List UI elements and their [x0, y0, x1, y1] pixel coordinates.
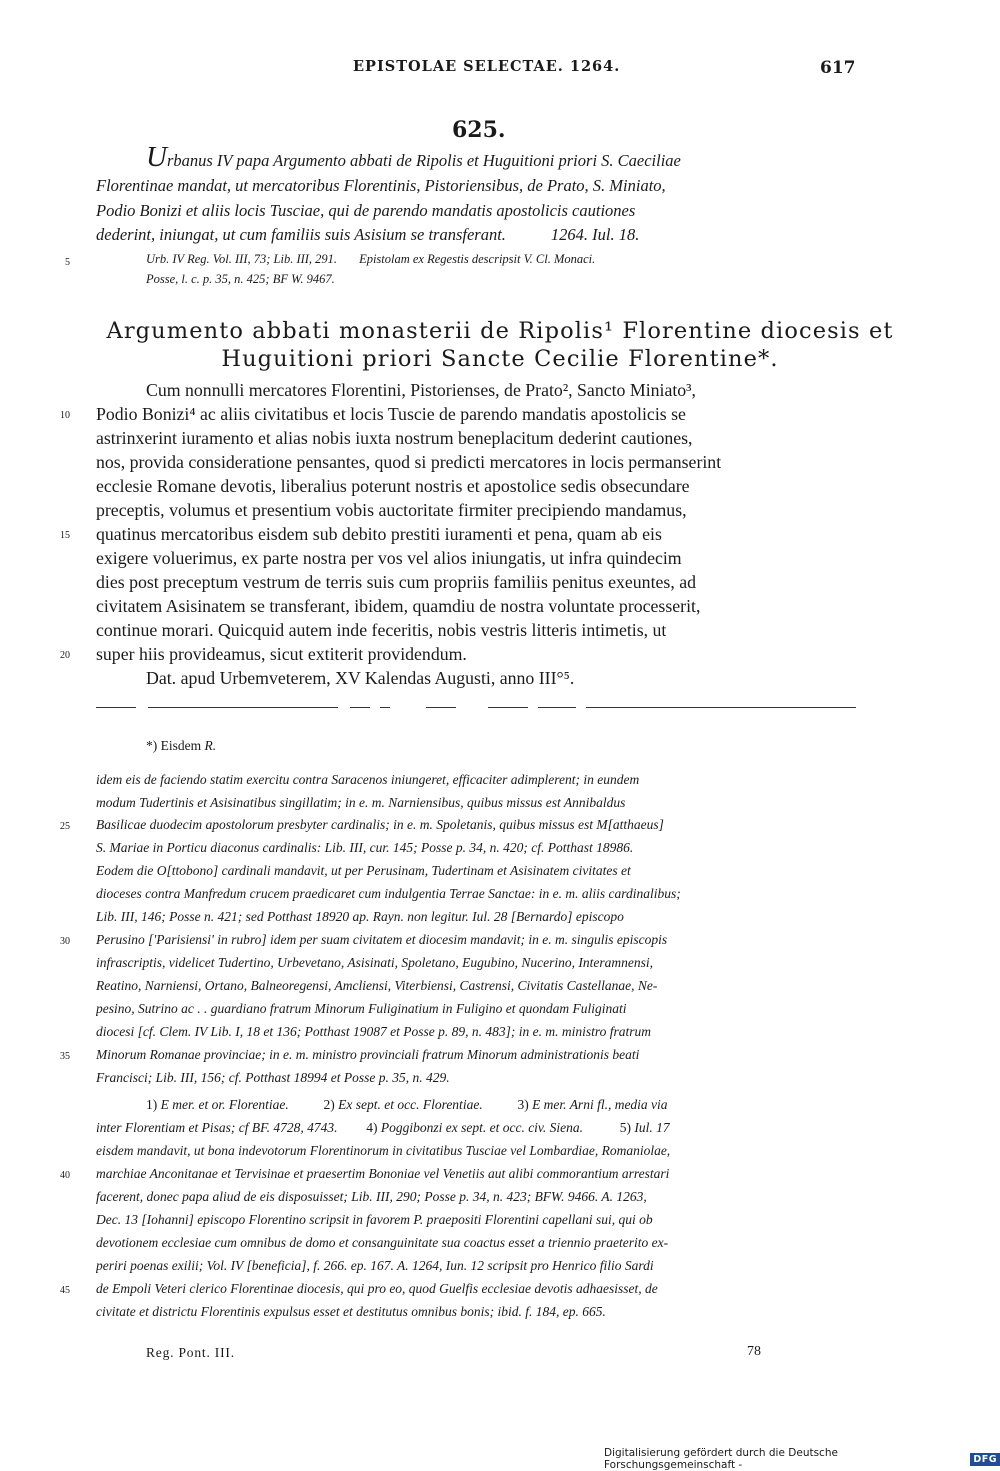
- digitization-notice: Digitalisierung gefördert durch die Deutsche Forschungsgemeinschaft - DFG: [604, 1451, 1000, 1467]
- footnote-cont-line-14: Francisci; Lib. III, 156; cf. Potthast 18994 et Posse p. 35, n. 429.: [96, 1070, 450, 1085]
- body-line-12: super hiis provideamus, sicut extiterit providendum.: [96, 644, 467, 664]
- body-line-3: astrinxerint iuramento et alias nobis iuxta nostrum beneplacitum dederint cautiones,: [96, 428, 693, 448]
- line-number: 40: [60, 1170, 70, 1181]
- numbered-notes-line-9: de Empoli Veteri clerico Florentinae diocesis, qui pro eo, quod Guelfis ecclesiae devotis adhaesisset, de: [96, 1281, 658, 1296]
- footnote-cont-line-5: Eodem die O[ttobono] cardinali mandavit, ut per Perusinam, Tudertinam et Asisinatem civitates et: [96, 863, 631, 878]
- numbered-notes-line-5: facerent, donec papa aliud de eis disposuisset; Lib. III, 290; Posse p. 34, n. 423; BFW. 9466. A. 1263,: [96, 1189, 647, 1204]
- summary-line-4: dederint, iniungat, ut cum familiis suis Asisium se transferant. 1264. Iul. 18.: [96, 225, 640, 244]
- numbered-notes-line-7: devotionem ecclesiae cum omnibus de domo et consanguinitate sua coactus esset a triennio praeterito ex-: [96, 1235, 669, 1250]
- footnote-cont-line-9: infrascriptis, videlicet Tudertino, Urbevetano, Asisinati, Spoletano, Eugubino, Nucerino, Interamnensi,: [96, 955, 653, 970]
- source-line-1: Urb. IV Reg. Vol. III, 73; Lib. III, 291. Epistolam ex Regestis descripsit V. Cl. Monaci.: [146, 252, 596, 266]
- dating-clause: Dat. apud Urbemveterem, XV Kalendas Augusti, anno III°⁵.: [146, 668, 575, 688]
- source-line-2: Posse, l. c. p. 35, n. 425; BF W. 9467.: [146, 272, 335, 286]
- footnote-cont-line-7: Lib. III, 146; Posse n. 421; sed Potthast 18920 ap. Rayn. non legitur. Iul. 28 [Bernardo] episcopo: [96, 909, 624, 924]
- body-line-1: Cum nonnulli mercatores Florentini, Pistorienses, de Prato², Sancto Miniato³,: [146, 380, 696, 400]
- series-footer: Reg. Pont. III.: [146, 1345, 235, 1360]
- body-line-5: ecclesie Romane devotis, liberalius poterunt nostris et apostolice sedis obsecundare: [96, 476, 690, 496]
- summary-initial: U: [146, 146, 167, 172]
- footnote-cont-line-12: diocesi [cf. Clem. IV Lib. I, 18 et 136; Potthast 19087 et Posse p. 89, n. 483]; in e. m. ministro fratrum: [96, 1024, 651, 1039]
- address-line-2: Huguitioni priori Sancte Cecilie Florentine*.: [221, 346, 779, 372]
- footnote-cont-line-2: modum Tudertinis et Asisinatibus singillatim; in e. m. Narniensibus, quibus missus est Annibaldus: [96, 795, 626, 810]
- document-number: 625.: [452, 117, 506, 143]
- numbered-notes-line-10: civitate et districtu Florentinis expulsus esset et destitutus omnibus bonis; ibid. f. 184, ep. 665.: [96, 1304, 606, 1319]
- footnote-cont-line-1: idem eis de faciendo statim exercitu contra Saracenos iniungeret, efficaciter adimplerent; in eundem: [96, 772, 640, 787]
- numbered-notes-line-8: periri poenas exilii; Vol. IV [beneficia], f. 266. ep. 167. A. 1264, Iun. 12 scripsit pro Henrico filio Sardi: [96, 1258, 654, 1273]
- footnote-cont-line-4: S. Mariae in Porticu diaconus cardinalis: Lib. III, cur. 145; Posse p. 34, n. 420; cf. Potthast 18986.: [96, 840, 634, 855]
- line-number: 45: [60, 1285, 70, 1296]
- numbered-notes-line-3: eisdem mandavit, ut bona indevotorum Florentinorum in civitatibus Tusciae vel Lombardiae, Romaniolae,: [96, 1143, 671, 1158]
- line-number: 30: [60, 936, 70, 947]
- footnote-cont-line-6: dioceses contra Manfredum crucem praedicaret cum indulgentia Terrae Sanctae: in e. m. aliis cardinalibus;: [96, 886, 681, 901]
- numbered-notes-line-2: inter Florentiam et Pisas; cf BF. 4728, 4743. 4) Poggibonzi ex sept. et occ. civ. Siena. 5) Iul. 17: [96, 1120, 670, 1135]
- footnote-cont-line-11: pesino, Sutrino ac . . guardiano fratrum Minorum Fuliginatium in Fuligino et quondam Fuliginati: [96, 1001, 627, 1016]
- line-number: 20: [60, 650, 70, 661]
- footnote-cont-line-13: Minorum Romanae provinciae; in e. m. ministro provinciali fratrum Minorum administrationis beati: [96, 1047, 640, 1062]
- body-line-2: Podio Bonizi⁴ ac aliis civitatibus et locis Tuscie de parendo mandatis apostolicis se: [96, 404, 686, 424]
- summary-date: 1264. Iul. 18.: [550, 225, 640, 244]
- line-number: 5: [65, 257, 70, 268]
- summary-line-3: Podio Bonizi et aliis locis Tusciae, qui de parendo mandatis apostolicis cautiones: [96, 201, 636, 220]
- numbered-notes-line-4: marchiae Anconitanae et Tervisinae et praesertim Bononiae vel Venetiis aut alibi commorantium arrestari: [96, 1166, 670, 1181]
- dfg-logo: DFG: [970, 1453, 1000, 1466]
- textual-note: *) Eisdem R.: [146, 738, 217, 753]
- body-line-9: dies post preceptum vestrum de terris suis cum propriis familiis penitus exeuntes, ad: [96, 572, 696, 592]
- page-number: 617: [820, 58, 856, 78]
- line-number: 25: [60, 821, 70, 832]
- signature-mark: 78: [747, 1344, 761, 1359]
- line-number: 10: [60, 410, 70, 421]
- numbered-notes-line-1: 1) E mer. et or. Florentiae. 2) Ex sept. et occ. Florentiae. 3) E mer. Arni fl., media via: [146, 1097, 668, 1112]
- summary-line-2: Florentinae mandat, ut mercatoribus Florentinis, Pistoriensibus, de Prato, S. Miniato,: [96, 176, 666, 195]
- address-line-1: Argumento abbati monasterii de Ripolis¹ Florentine diocesis et: [106, 318, 894, 344]
- body-line-7: quatinus mercatoribus eisdem sub debito prestiti iuramenti et pena, quam ab eis: [96, 524, 662, 544]
- footnote-separator: [96, 707, 856, 711]
- line-number: 35: [60, 1051, 70, 1062]
- running-title: EPISTOLAE SELECTAE. 1264.: [353, 58, 621, 75]
- body-line-11: continue morari. Quicquid autem inde feceritis, nobis vestris litteris intimetis, ut: [96, 620, 667, 640]
- footnote-cont-line-3: Basilicae duodecim apostolorum presbyter cardinalis; in e. m. Spoletanis, quibus missus est M[atthaeus]: [96, 817, 664, 832]
- numbered-notes-line-6: Dec. 13 [Iohanni] episcopo Florentino scripsit in favorem P. praepositi Florentini capellani sui, qui ob: [96, 1212, 653, 1227]
- footnote-cont-line-8: Perusino ['Parisiensi' in rubro] idem per suam civitatem et diocesim mandavit; in e. m. singulis episcopis: [96, 932, 668, 947]
- summary-line-1: Urbanus IV papa Argumento abbati de Ripolis et Huguitioni priori S. Caeciliae: [146, 146, 681, 172]
- body-line-6: preceptis, volumus et presentium vobis auctoritate firmiter precipiendo mandamus,: [96, 500, 687, 520]
- footnote-cont-line-10: Reatino, Narniensi, Ortano, Balneoregensi, Amcliensi, Viterbiensi, Castrensi, Civitatis Castellanae, Ne-: [96, 978, 658, 993]
- line-number: 15: [60, 530, 70, 541]
- body-line-4: nos, provida consideratione pensantes, quod si predicti mercatores in locis permanserint: [96, 452, 722, 472]
- body-line-8: exigere voluerimus, ex parte nostra per vos vel alios iniungatis, ut infra quindecim: [96, 548, 682, 568]
- body-line-10: civitatem Asisinatem se transferant, ibidem, quamdiu de nostra voluntate processerit,: [96, 596, 701, 616]
